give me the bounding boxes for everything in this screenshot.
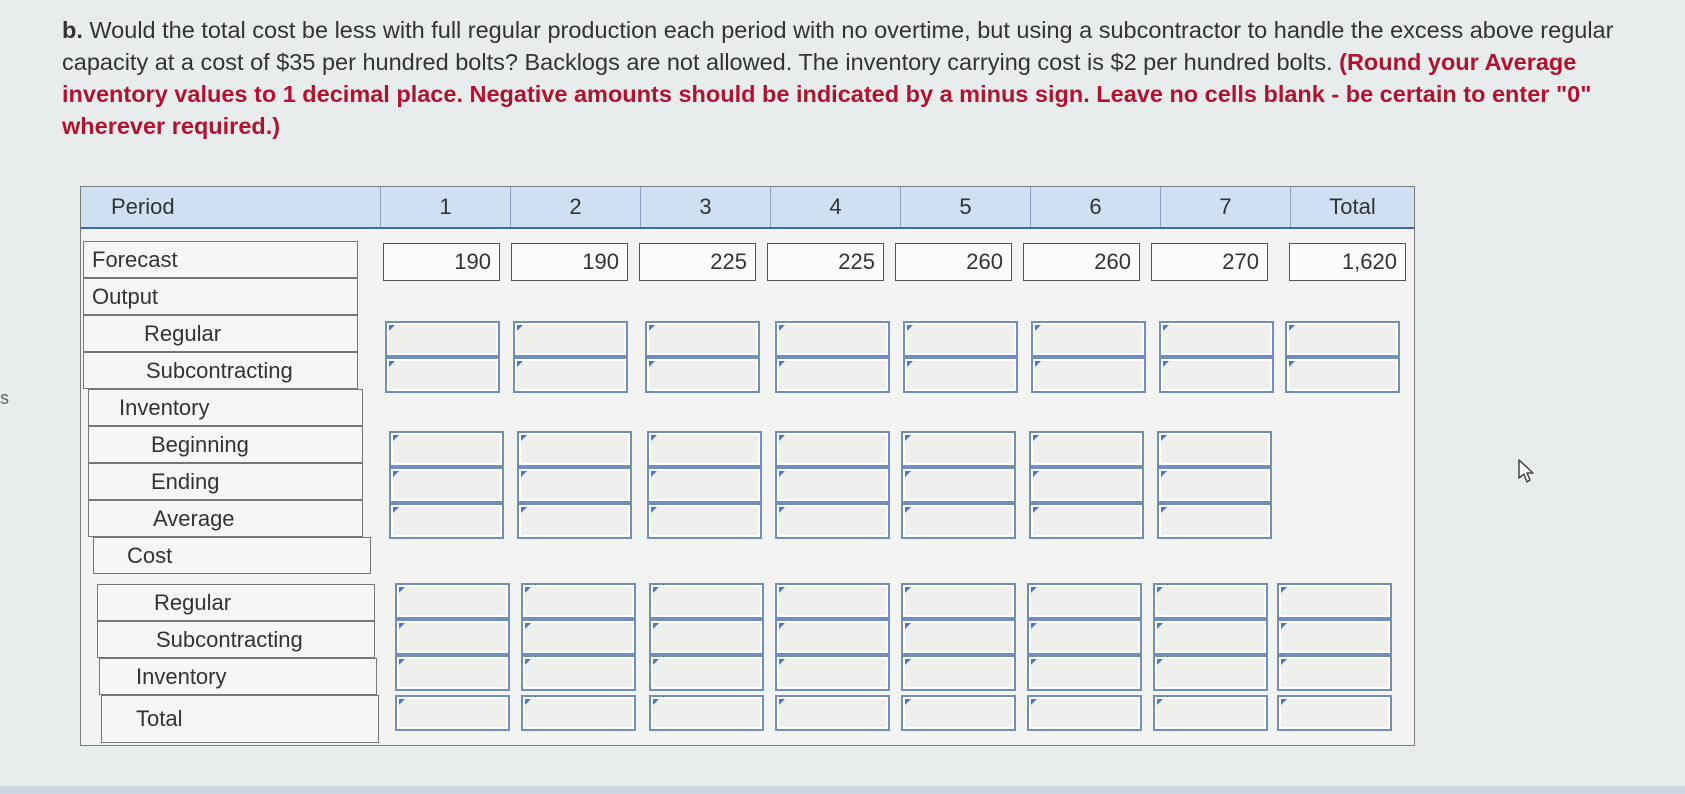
inventory-average-input[interactable] bbox=[647, 503, 762, 539]
row-label-cost-subcontracting: Subcontracting bbox=[97, 621, 375, 658]
cost-inventory-input[interactable] bbox=[521, 655, 636, 691]
output-regular-input[interactable] bbox=[1159, 321, 1274, 357]
cost-regular-input[interactable] bbox=[395, 583, 510, 619]
cost-total-input[interactable] bbox=[521, 695, 636, 731]
header-period-7: 7 bbox=[1161, 187, 1291, 227]
table-header-row bbox=[81, 187, 1414, 229]
forecast-cell-6: 260 bbox=[1023, 243, 1140, 281]
inventory-average-input[interactable] bbox=[517, 503, 632, 539]
cost-regular-input[interactable] bbox=[521, 583, 636, 619]
output-subcontracting-input[interactable] bbox=[775, 357, 890, 393]
cost-regular-input[interactable] bbox=[775, 583, 890, 619]
cost-inventory-input[interactable] bbox=[901, 655, 1016, 691]
inventory-ending-input[interactable] bbox=[647, 467, 762, 503]
row-label-forecast: Forecast bbox=[83, 241, 358, 278]
forecast-cell-5: 260 bbox=[895, 243, 1012, 281]
row-label-ending: Ending bbox=[88, 463, 363, 500]
cost-inventory-total-input[interactable] bbox=[1277, 655, 1392, 691]
inventory-average-input[interactable] bbox=[389, 503, 504, 539]
inventory-beginning-input[interactable] bbox=[389, 431, 504, 467]
inventory-average-input[interactable] bbox=[901, 503, 1016, 539]
inventory-ending-input[interactable] bbox=[389, 467, 504, 503]
forecast-cell-4: 225 bbox=[767, 243, 884, 281]
cost-inventory-input[interactable] bbox=[775, 655, 890, 691]
forecast-cell-7: 270 bbox=[1151, 243, 1268, 281]
row-label-cost-inventory: Inventory bbox=[99, 658, 377, 695]
inventory-beginning-input[interactable] bbox=[775, 431, 890, 467]
row-label-cost: Cost bbox=[93, 537, 371, 574]
cost-regular-input[interactable] bbox=[649, 583, 764, 619]
forecast-cell-3: 225 bbox=[639, 243, 756, 281]
output-regular-total-input[interactable] bbox=[1285, 321, 1400, 357]
output-subcontracting-input[interactable] bbox=[513, 357, 628, 393]
inventory-ending-input[interactable] bbox=[775, 467, 890, 503]
cost-subcontracting-input[interactable] bbox=[775, 619, 890, 655]
header-period-1: 1 bbox=[381, 187, 511, 227]
output-subcontracting-input[interactable] bbox=[1159, 357, 1274, 393]
inventory-average-input[interactable] bbox=[775, 503, 890, 539]
inventory-beginning-input[interactable] bbox=[647, 431, 762, 467]
row-label-cost-regular: Regular bbox=[97, 584, 375, 621]
cost-subcontracting-input[interactable] bbox=[1153, 619, 1268, 655]
cost-subcontracting-input[interactable] bbox=[395, 619, 510, 655]
output-regular-input[interactable] bbox=[1031, 321, 1146, 357]
cost-total-input[interactable] bbox=[775, 695, 890, 731]
cost-subcontracting-input[interactable] bbox=[649, 619, 764, 655]
cost-total-input[interactable] bbox=[649, 695, 764, 731]
header-period-5: 5 bbox=[901, 187, 1031, 227]
row-label-cost-total: Total bbox=[101, 695, 379, 743]
header-period-2: 2 bbox=[511, 187, 641, 227]
inventory-average-input[interactable] bbox=[1157, 503, 1272, 539]
cost-regular-input[interactable] bbox=[901, 583, 1016, 619]
cost-subcontracting-input[interactable] bbox=[521, 619, 636, 655]
output-regular-input[interactable] bbox=[903, 321, 1018, 357]
header-period-4: 4 bbox=[771, 187, 901, 227]
cost-inventory-input[interactable] bbox=[649, 655, 764, 691]
cost-total-grand-input[interactable] bbox=[1277, 695, 1392, 731]
cost-regular-total-input[interactable] bbox=[1277, 583, 1392, 619]
forecast-cell-2: 190 bbox=[511, 243, 628, 281]
cost-subcontracting-input[interactable] bbox=[901, 619, 1016, 655]
row-label-subcontracting: Subcontracting bbox=[83, 352, 358, 389]
forecast-cell-1: 190 bbox=[383, 243, 500, 281]
header-period: Period bbox=[81, 187, 381, 227]
cost-subcontracting-total-input[interactable] bbox=[1277, 619, 1392, 655]
output-subcontracting-input[interactable] bbox=[903, 357, 1018, 393]
row-label-beginning: Beginning bbox=[88, 426, 363, 463]
header-total: Total bbox=[1329, 194, 1376, 219]
cost-total-input[interactable] bbox=[1027, 695, 1142, 731]
inventory-ending-input[interactable] bbox=[901, 467, 1016, 503]
inventory-beginning-input[interactable] bbox=[1029, 431, 1144, 467]
output-regular-input[interactable] bbox=[513, 321, 628, 357]
output-subcontracting-input[interactable] bbox=[645, 357, 760, 393]
question-body: Would the total cost be less with full regular production each period with no overtime, but using a subcontractor to handle the excess above regular capacity at a cost of $35 per hundred bolts? Backlogs are not allowed. The inventory carrying cost is $2 per hundred bolts. bbox=[62, 17, 1614, 75]
header-period-6: 6 bbox=[1031, 187, 1161, 227]
inventory-ending-input[interactable] bbox=[517, 467, 632, 503]
edge-text: s bbox=[0, 388, 9, 408]
inventory-beginning-input[interactable] bbox=[901, 431, 1016, 467]
question-label: b. bbox=[62, 17, 83, 43]
row-label-inventory: Inventory bbox=[88, 389, 363, 426]
cost-total-input[interactable] bbox=[1153, 695, 1268, 731]
inventory-beginning-input[interactable] bbox=[1157, 431, 1272, 467]
inventory-ending-input[interactable] bbox=[1157, 467, 1272, 503]
bottom-bar bbox=[0, 786, 1685, 794]
output-regular-input[interactable] bbox=[385, 321, 500, 357]
output-subcontracting-input[interactable] bbox=[1031, 357, 1146, 393]
output-subcontracting-total-input[interactable] bbox=[1285, 357, 1400, 393]
cost-regular-input[interactable] bbox=[1153, 583, 1268, 619]
inventory-average-input[interactable] bbox=[1029, 503, 1144, 539]
mouse-pointer-icon bbox=[1516, 458, 1536, 484]
row-label-average: Average bbox=[88, 500, 363, 537]
output-regular-input[interactable] bbox=[775, 321, 890, 357]
cost-total-input[interactable] bbox=[901, 695, 1016, 731]
cost-regular-input[interactable] bbox=[1027, 583, 1142, 619]
forecast-cell-total: 1,620 bbox=[1289, 243, 1406, 281]
output-regular-input[interactable] bbox=[645, 321, 760, 357]
question-text bbox=[62, 14, 1662, 142]
cost-inventory-input[interactable] bbox=[1153, 655, 1268, 691]
row-label-output: Output bbox=[83, 278, 358, 315]
cost-inventory-input[interactable] bbox=[1027, 655, 1142, 691]
cost-inventory-input[interactable] bbox=[395, 655, 510, 691]
question-instruction: (Round your Average inventory values to 1 decimal place. Negative amounts should be indicated by a minus sign. Leave no cells blank - be certain to enter "0" wherever required.) bbox=[62, 49, 1592, 139]
cost-subcontracting-input[interactable] bbox=[1027, 619, 1142, 655]
row-label-regular: Regular bbox=[83, 315, 358, 352]
worksheet-table bbox=[80, 186, 1415, 746]
output-subcontracting-input[interactable] bbox=[385, 357, 500, 393]
inventory-ending-input[interactable] bbox=[1029, 467, 1144, 503]
cost-total-input[interactable] bbox=[395, 695, 510, 731]
header-period-3: 3 bbox=[641, 187, 771, 227]
inventory-beginning-input[interactable] bbox=[517, 431, 632, 467]
